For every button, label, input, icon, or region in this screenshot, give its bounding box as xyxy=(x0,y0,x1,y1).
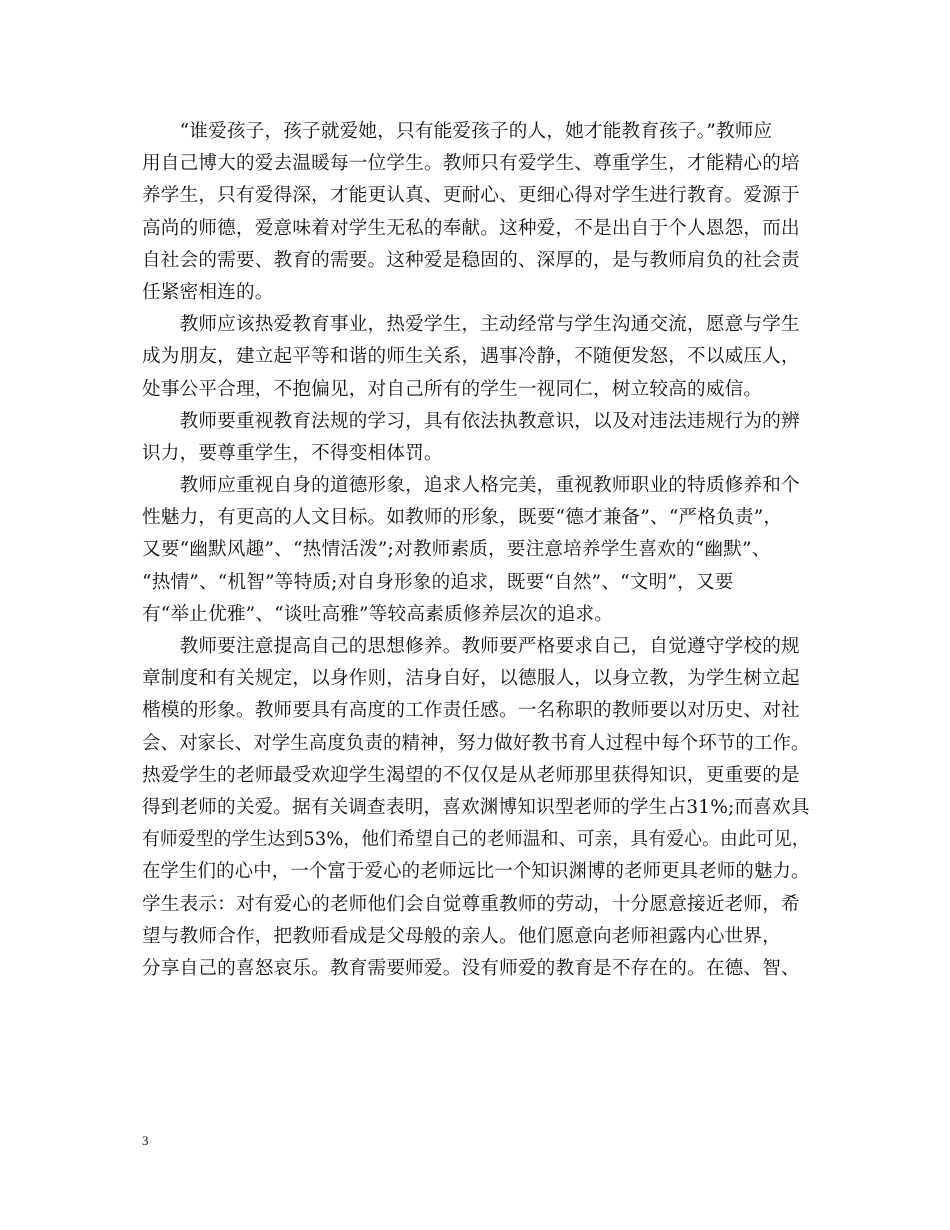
text-line: 处事公平合理，不抱偏见，对自己所有的学生一视同仁，树立较高的威信。 xyxy=(142,378,763,400)
text-line: 又要“幽默风趣”、“热情活泼”;对教师素质，要注意培养学生喜欢的“幽默”、 xyxy=(142,539,771,561)
text-line: 学生表示：对有爱心的老师他们会自觉尊重教师的劳动，十分愿意接近老师，希 xyxy=(142,893,800,915)
text-line: 分享自己的喜怒哀乐。教育需要师爱。没有师爱的教育是不存在的。在德、智、 xyxy=(142,957,800,979)
text-line: 热爱学生的老师最受欢迎学生渴望的不仅仅是从老师那里获得知识，更重要的是 xyxy=(142,764,800,786)
text-line: 在学生们的心中，一个富于爱心的老师远比一个知识渊博的老师更具老师的魅力。 xyxy=(142,861,810,883)
text-line: 养学生，只有爱得深，才能更认真、更耐心、更细心得对学生进行教育。爱源于 xyxy=(142,185,800,207)
text-line: 望与教师合作，把教师看成是父母般的亲人。他们愿意向老师袒露内心世界， xyxy=(142,925,781,947)
text-line: 会、对家长、对学生高度负责的精神，努力做好教书育人过程中每个环节的工作。 xyxy=(142,732,810,754)
text-line: 自社会的需要、教育的需要。这种爱是稳固的、深厚的，是与教师肩负的社会责 xyxy=(142,249,800,271)
text-line: 有“举止优雅”、“谈吐高雅”等较高素质修养层次的追求。 xyxy=(142,603,614,625)
text-line: 得到老师的关爱。据有关调查表明，喜欢渊博知识型老师的学生占31%;而喜欢具 xyxy=(142,796,810,818)
page-number: 3 xyxy=(142,1133,149,1148)
text-line: “谁爱孩子，孩子就爱她，只有能爱孩子的人，她才能教育孩子。”教师应 xyxy=(142,121,773,142)
text-line: 有师爱型的学生达到53%，他们希望自己的老师温和、可亲，具有爱心。由此可见， xyxy=(142,829,810,851)
text-line: 楷模的形象。教师要具有高度的工作责任感。一名称职的教师要以对历史、对社 xyxy=(142,700,800,722)
text-line: 章制度和有关规定，以身作则，洁身自好，以德服人，以身立教，为学生树立起 xyxy=(142,668,800,690)
text-line: “热情”、“机智”等特质;对自身形象的追求，既要“自然”、“文明”，又要 xyxy=(142,571,734,593)
text-line: 教师要注意提高自己的思想修养。教师要严格要求自己，自觉遵守学校的规 xyxy=(142,636,800,657)
text-line: 教师应重视自身的道德形象，追求人格完美，重视教师职业的特质修养和个 xyxy=(142,475,800,497)
text-line: 用自己博大的爱去温暖每一位学生。教师只有爱学生、尊重学生，才能精心的培 xyxy=(142,153,800,175)
text-line: 性魅力，有更高的人文目标。如教师的形象，既要“德才兼备”、“严格负责”， xyxy=(142,507,783,529)
text-line: 教师要重视教育法规的学习，具有依法执教意识，以及对违法违规行为的辨 xyxy=(142,410,800,432)
text-line: 识力，要尊重学生，不得变相体罚。 xyxy=(142,442,443,464)
text-line: 高尚的师德，爱意味着对学生无私的奉献。这种爱，不是出自于个人恩怨，而出 xyxy=(142,217,800,239)
text-line: 成为朋友，建立起平等和谐的师生关系，遇事冷静，不随便发怒，不以威压人， xyxy=(142,346,800,368)
text-line: 任紧密相连的。 xyxy=(142,281,274,303)
body-text xyxy=(142,116,810,985)
text-line: 教师应该热爱教育事业，热爱学生，主动经常与学生沟通交流，愿意与学生 xyxy=(142,314,800,336)
